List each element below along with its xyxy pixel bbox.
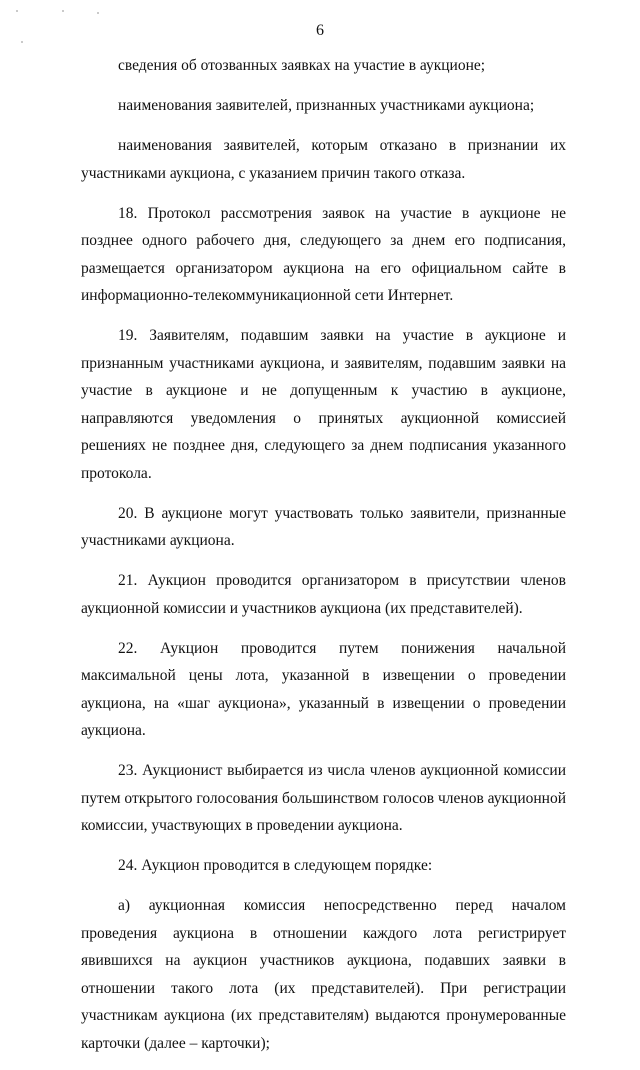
paragraph: 18. Протокол рассмотрения заявок на участие в аукционе не позднее одного рабочего дня, следующего за днем его подписания, размещается организатором аукциона на его официальном сайте в информационно-телекоммуникационной сети Интернет. — [81, 204, 566, 304]
paragraph: а) аукционная комиссия непосредственно перед началом проведения аукциона в отношении каждого лота регистрирует явившихся на аукцион участников аукциона, подавших заявки в отношении такого лота (их представителей). При регистрации участникам аукциона (их представителям) выдаются пронумерованные карточки (далее – карточки); — [81, 897, 566, 1052]
paragraph: 22. Аукцион проводится путем понижения начальной максимальной цены лота, указанной в извещении о проведении аукциона, на «шаг аукциона», указанный в извещении о проведении аукциона. — [81, 639, 566, 739]
scan-artifact — [97, 12, 99, 14]
paragraph: 23. Аукционист выбирается из числа членов аукционной комиссии путем открытого голосования большинством голосов членов аукционной комиссии, участвующих в проведении аукциона. — [81, 762, 566, 834]
paragraph: наименования заявителей, которым отказано в признании их участниками аукциона, с указанием причин такого отказа. — [81, 137, 566, 182]
paragraph: 20. В аукционе могут участвовать только заявители, признанные участниками аукциона. — [81, 504, 566, 549]
paragraph: 24. Аукцион проводится в следующем порядке: — [118, 857, 433, 874]
paragraph: 19. Заявителям, подавшим заявки на участие в аукционе и признанным участниками аукциона, и заявителям, подавшим заявки на участие в аукционе и не допущенным к участию в аукционе, направляются уведомления о принятых аукционной комиссией решениях не позднее дня, следующего за днем подписания указанного протокола. — [81, 327, 566, 482]
page-number: 6 — [316, 22, 324, 39]
scan-artifact — [62, 10, 64, 12]
document-body — [81, 52, 566, 1070]
scan-artifact — [16, 10, 18, 12]
paragraph: 21. Аукцион проводится организатором в присутствии членов аукционной комиссии и участников аукциона (их представителей). — [81, 572, 566, 617]
paragraph: сведения об отозванных заявках на участие в аукционе; — [118, 57, 486, 74]
scan-artifact — [21, 41, 23, 43]
paragraph: наименования заявителей, признанных участниками аукциона; — [118, 97, 535, 114]
